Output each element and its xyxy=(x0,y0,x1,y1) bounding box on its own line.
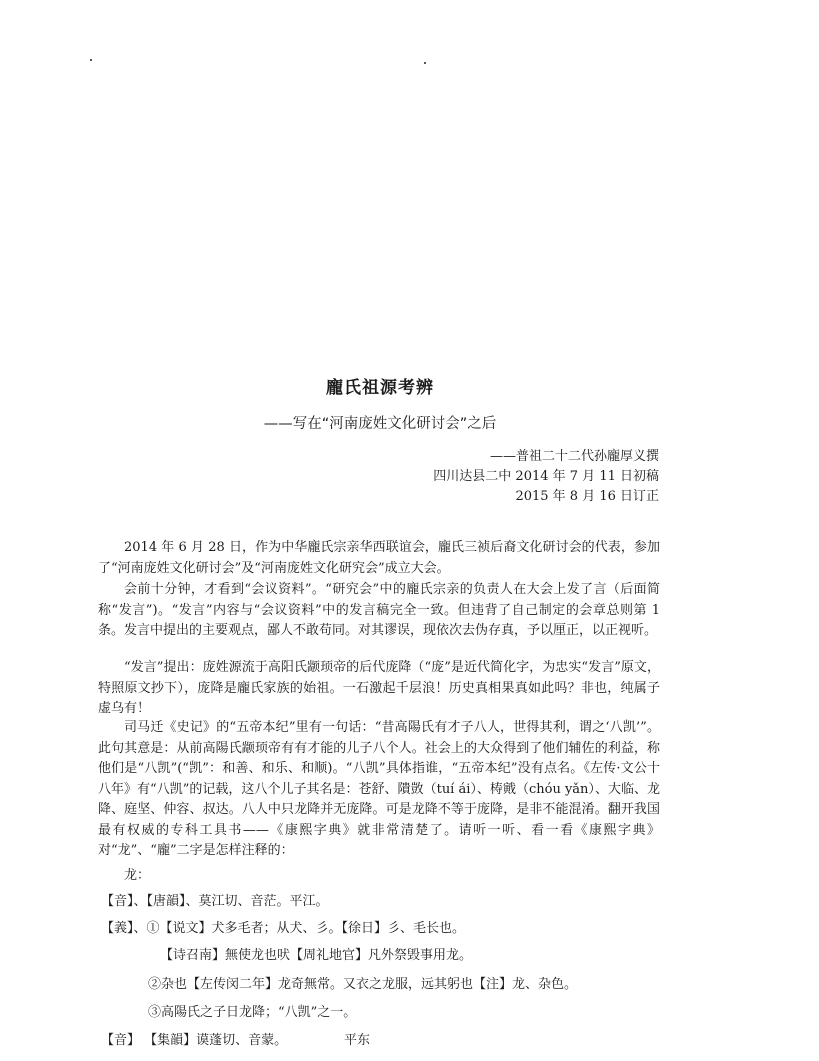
dictionary-line: 【音】 【集韻】谟蓬切、音蒙。 xyxy=(101,1033,288,1048)
dictionary-entry-head: 龙： xyxy=(124,868,151,883)
page-title: 龐氏祖源考辨 xyxy=(326,378,434,398)
paragraph-claim: “发言”提出：庞姓源流于高阳氏颛顼帝的后代庞降（“庞”是近代简化字，为忠实“发言”原文，特照原文抄下），庞降是龐氏家族的始祖。一石激起千层浪！历史真相果真如此吗？非也，纯属子虚乌有！ xyxy=(98,660,660,716)
scan-mark xyxy=(424,62,426,64)
paragraph-intro: 2014 年 6 月 28 日，作为中华龐氏宗亲华西联谊会，龐氏三祯后裔文化研讨会的代表，参加了“河南庞姓文化研讨会”及“河南庞姓文化研究会”成立大会。 xyxy=(98,540,660,576)
dictionary-line: ③高陽氏之子日龙降；“八凯”之一。 xyxy=(148,1005,357,1020)
byline-author: ——普祖二十二代孙龐厚义撰 xyxy=(489,449,659,464)
dictionary-line: 【音】、【唐韻】、莫江切、音茫。平江。 xyxy=(101,894,329,909)
paragraph-meeting: 会前十分钟，才看到“会议资料”。“研究会”中的龐氏宗亲的负责人在大会上发了言（后面简称“发言”)。“发言”内容与“会议资料”中的发言稿完全一致。但违背了自己制定的会章总则第 1 条。发言中提出的主要观点，鄙人不敢苟同。对其谬误，现依次去伪存真，予以厘正，以正视听。 xyxy=(98,582,660,638)
scan-mark xyxy=(90,59,92,61)
dictionary-line-tone: 平东 xyxy=(344,1033,371,1048)
dictionary-line: 【義】、①【说文】犬多毛者；从犬、彡。【徐日】彡、毛长也。 xyxy=(101,921,466,936)
dictionary-line: ②杂也【左传闵二年】龙奇無常。又衣之龙服，远其躬也【注】龙、杂色。 xyxy=(148,977,578,992)
paragraph-shiji: 司马迁《史记》的“五帝本纪”里有一句话：“昔高陽氏有才子八人，世得其利，谓之‘八凯’”。此句其意是：从前高陽氏颛顼帝有有才能的儿子八个人。社会上的大众得到了他们辅佐的利益，称他们是“八凯”(“凯”：和善、和乐、和顺)。“八凯”具体指谁，“五帝本纪”没有点名。《左传·文公十八年》有“八凯”的记载，这八个儿子其名是：苍舒、隤敳（tuí ái）、梼戭（chóu yǎn）、大临、龙降、庭坚、仲容、叔达。八人中只龙降并无庞降。可是龙降不等于庞降，是非不能混淆。翻开我国最有权威的专科工具书——《康熙字典》就非常清楚了。请听一听、看一看《康熙字典》对“龙”、“龐”二字是怎样注释的： xyxy=(98,720,660,858)
dictionary-line: 【诗召南】無使龙也吠【周礼地官】凡外祭毁事用龙。 xyxy=(160,948,473,963)
page-subtitle: ——写在“河南庞姓文化研讨会”之后 xyxy=(263,416,497,432)
byline-draft-date: 四川达县二中 2014 年 7 月 11 日初稿 xyxy=(433,469,659,484)
byline-revised-date: 2015 年 8 月 16 日订正 xyxy=(515,489,659,504)
